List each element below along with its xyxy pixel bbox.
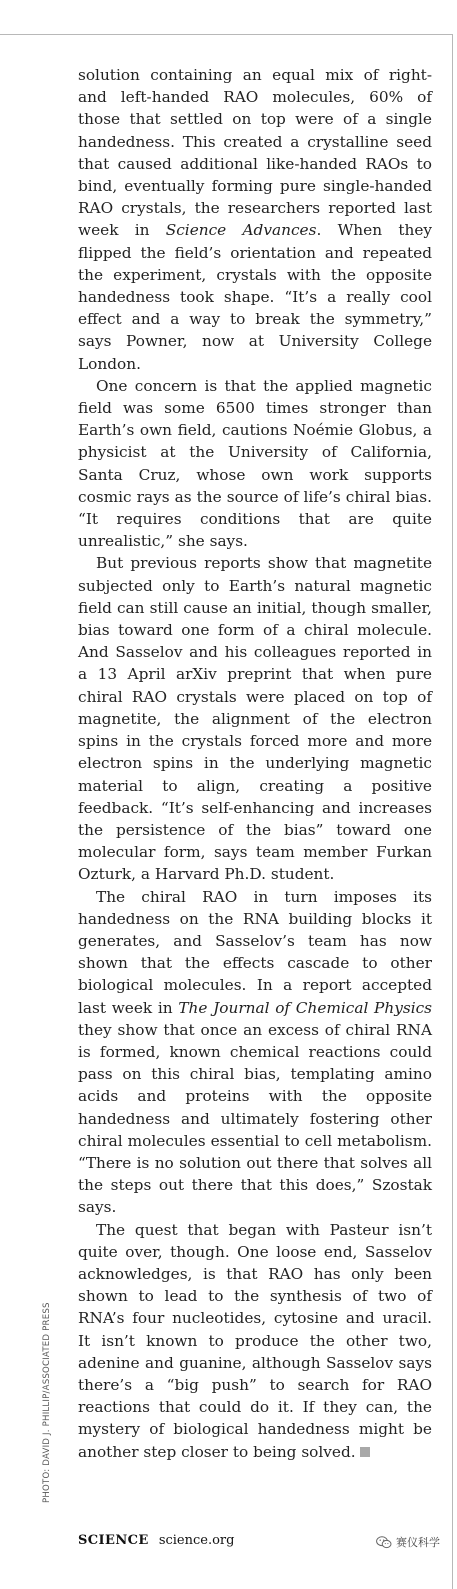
- article-column: [78, 64, 432, 1463]
- article-paragraph: solution containing an equal mix of right- and left-handed RAO molecules, 60% of those that settled on top were of a single handedness. This created a crystalline seed that caused additional like-handed RAOs to bind, eventually forming pure single-handed RAO crystals, the researchers reported last week in Science Advances. When they flipped the field’s orientation and repeated the experiment, crystals with the opposite handedness took shape. “It’s a really cool effect and a way to break the symmetry,” says Powner, now at University College London.: [78, 66, 433, 373]
- footer-site: science.org: [158, 1533, 235, 1548]
- page-corner-rule-right: [452, 34, 453, 1589]
- wechat-watermark: [376, 1534, 440, 1550]
- end-of-article-mark: [360, 1447, 370, 1457]
- article-paragraph: But previous reports show that magnetite subjected only to Earth’s natural magnetic field can still cause an initial, though smaller, bias toward one form of a chiral molecule. And Sasselov and his colleagues reported in a 13 April arXiv preprint that when pure chiral RAO crystals were placed on top of magnetite, the alignment of the electron spins in the crystals forced more and more electron spins in the underlying magnetic material to align, creating a positive feedback. “It’s self-enhancing and increases the persistence of the bias” toward one molecular form, says team member Furkan Ozturk, a Harvard Ph.D. student.: [78, 554, 432, 884]
- article-paragraph: One concern is that the applied magnetic field was some 6500 times stronger than Earth’s own field, cautions Noémie Globus, a physicist at the University of California, Santa Cruz, whose own work supports cosmic rays as the source of life’s chiral bias. “It requires conditions that are quite unrealistic,” she says.: [78, 376, 432, 551]
- page-footer: [78, 1533, 234, 1548]
- footer-brand: SCIENCE: [78, 1533, 149, 1548]
- journal-title: The Journal of Chemical Physics: [178, 998, 432, 1017]
- watermark-label: 赛仪科学: [396, 1536, 440, 1549]
- page-corner-rule-top: [0, 34, 452, 35]
- wechat-icon: [376, 1536, 392, 1549]
- article-paragraph: The chiral RAO in turn imposes its handedness on the RNA building blocks it generates, and Sasselov’s team has now shown that the effects cascade to other biological molecules. In a report accepted last week in The Journal of Chemical Physics they show that once an excess of chiral RNA is formed, known chemical reactions could pass on this chiral bias, templating amino acids and proteins with the opposite handedness and ultimately fostering other chiral molecules essential to cell metabolism. “There is no solution out there that solves all the steps out there that this does,” Szostak says.: [78, 887, 432, 1217]
- journal-title: Science Advances: [165, 221, 317, 240]
- article-paragraph: The quest that began with Pasteur isn’t quite over, though. One loose end, Sasselov acknowledges, is that RAO has only been shown to lead to the synthesis of two of RNA’s four nucleotides, cytosine and uracil. It isn’t known to produce the other two, adenine and guanine, although Sasselov says there’s a “big push” to search for RAO reactions that could do it. If they can, the mystery of biological handedness might be another step closer to being solved.: [78, 1220, 432, 1461]
- photo-credit: PHOTO: DAVID J. PHILLIP/ASSOCIATED PRESS: [42, 1302, 52, 1503]
